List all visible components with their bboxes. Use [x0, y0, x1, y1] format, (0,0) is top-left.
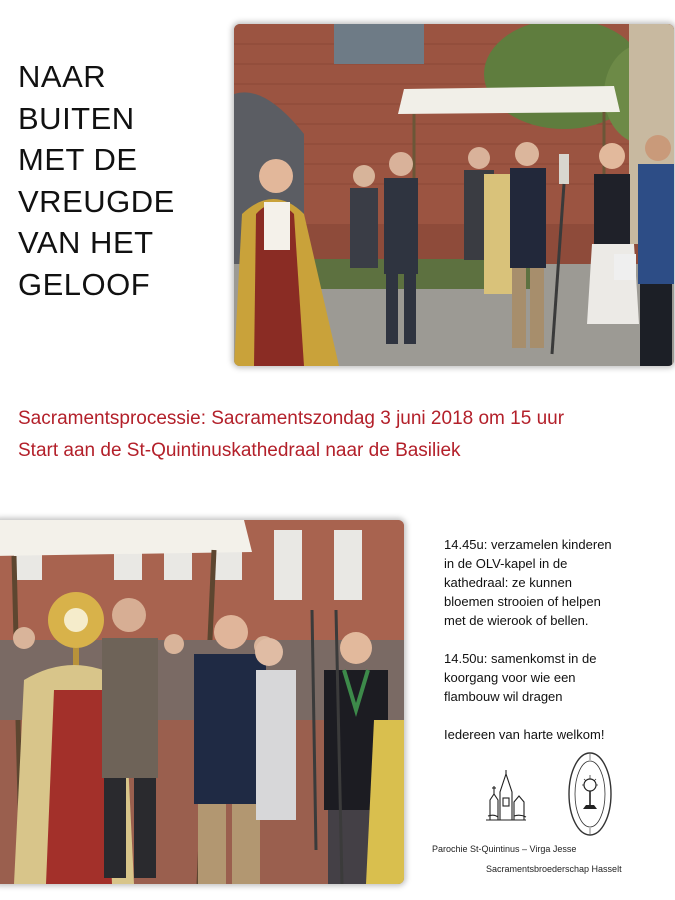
- schedule-line: 14.45u: verzamelen kinderen: [444, 537, 612, 552]
- headline-line: BUITEN: [18, 100, 135, 136]
- footer-brotherhood: Sacramentsbroederschap Hasselt: [486, 864, 622, 874]
- churches-sketch-logo: [484, 770, 528, 824]
- schedule-line: in de OLV-kapel in de: [444, 556, 568, 571]
- schedule-line: flambouw wil dragen: [444, 689, 563, 704]
- photo-bottom-illustration: [0, 520, 404, 884]
- schedule-item-children: [444, 535, 672, 630]
- procession-canopy-photo: [234, 24, 674, 366]
- headline: [18, 56, 218, 305]
- schedule-line: 14.50u: samenkomst in de: [444, 651, 597, 666]
- schedule-line: bloemen strooien of helpen: [444, 594, 601, 609]
- welcome-text: Iedereen van harte welkom!: [444, 727, 605, 742]
- monstrance-seal-icon: [567, 751, 613, 837]
- schedule-line: met de wierook of bellen.: [444, 613, 589, 628]
- schedule-line: kathedraal: ze kunnen: [444, 575, 572, 590]
- photo-top-illustration: [234, 24, 674, 366]
- churches-sketch-icon: [484, 770, 528, 824]
- event-route: Start aan de St-Quintinuskathedraal naar de Basiliek: [18, 440, 461, 461]
- footer-parish: Parochie St-Quintinus – Virga Jesse: [432, 844, 577, 854]
- monstrance-seal-logo: [567, 751, 613, 837]
- headline-line: VREUGDE: [18, 183, 175, 219]
- schedule: [444, 535, 672, 763]
- headline-line: GELOOF: [18, 266, 151, 302]
- headline-line: MET DE: [18, 142, 138, 177]
- procession-monstrance-photo: [0, 520, 404, 884]
- schedule-line: koorgang voor wie een: [444, 670, 576, 685]
- event-title: Sacramentsprocessie: Sacramentszondag 3 juni 2018 om 15 uur: [18, 408, 565, 429]
- schedule-item-flambouw: [444, 649, 672, 706]
- headline-line: VAN HET: [18, 225, 154, 260]
- headline-line: NAAR: [18, 59, 107, 94]
